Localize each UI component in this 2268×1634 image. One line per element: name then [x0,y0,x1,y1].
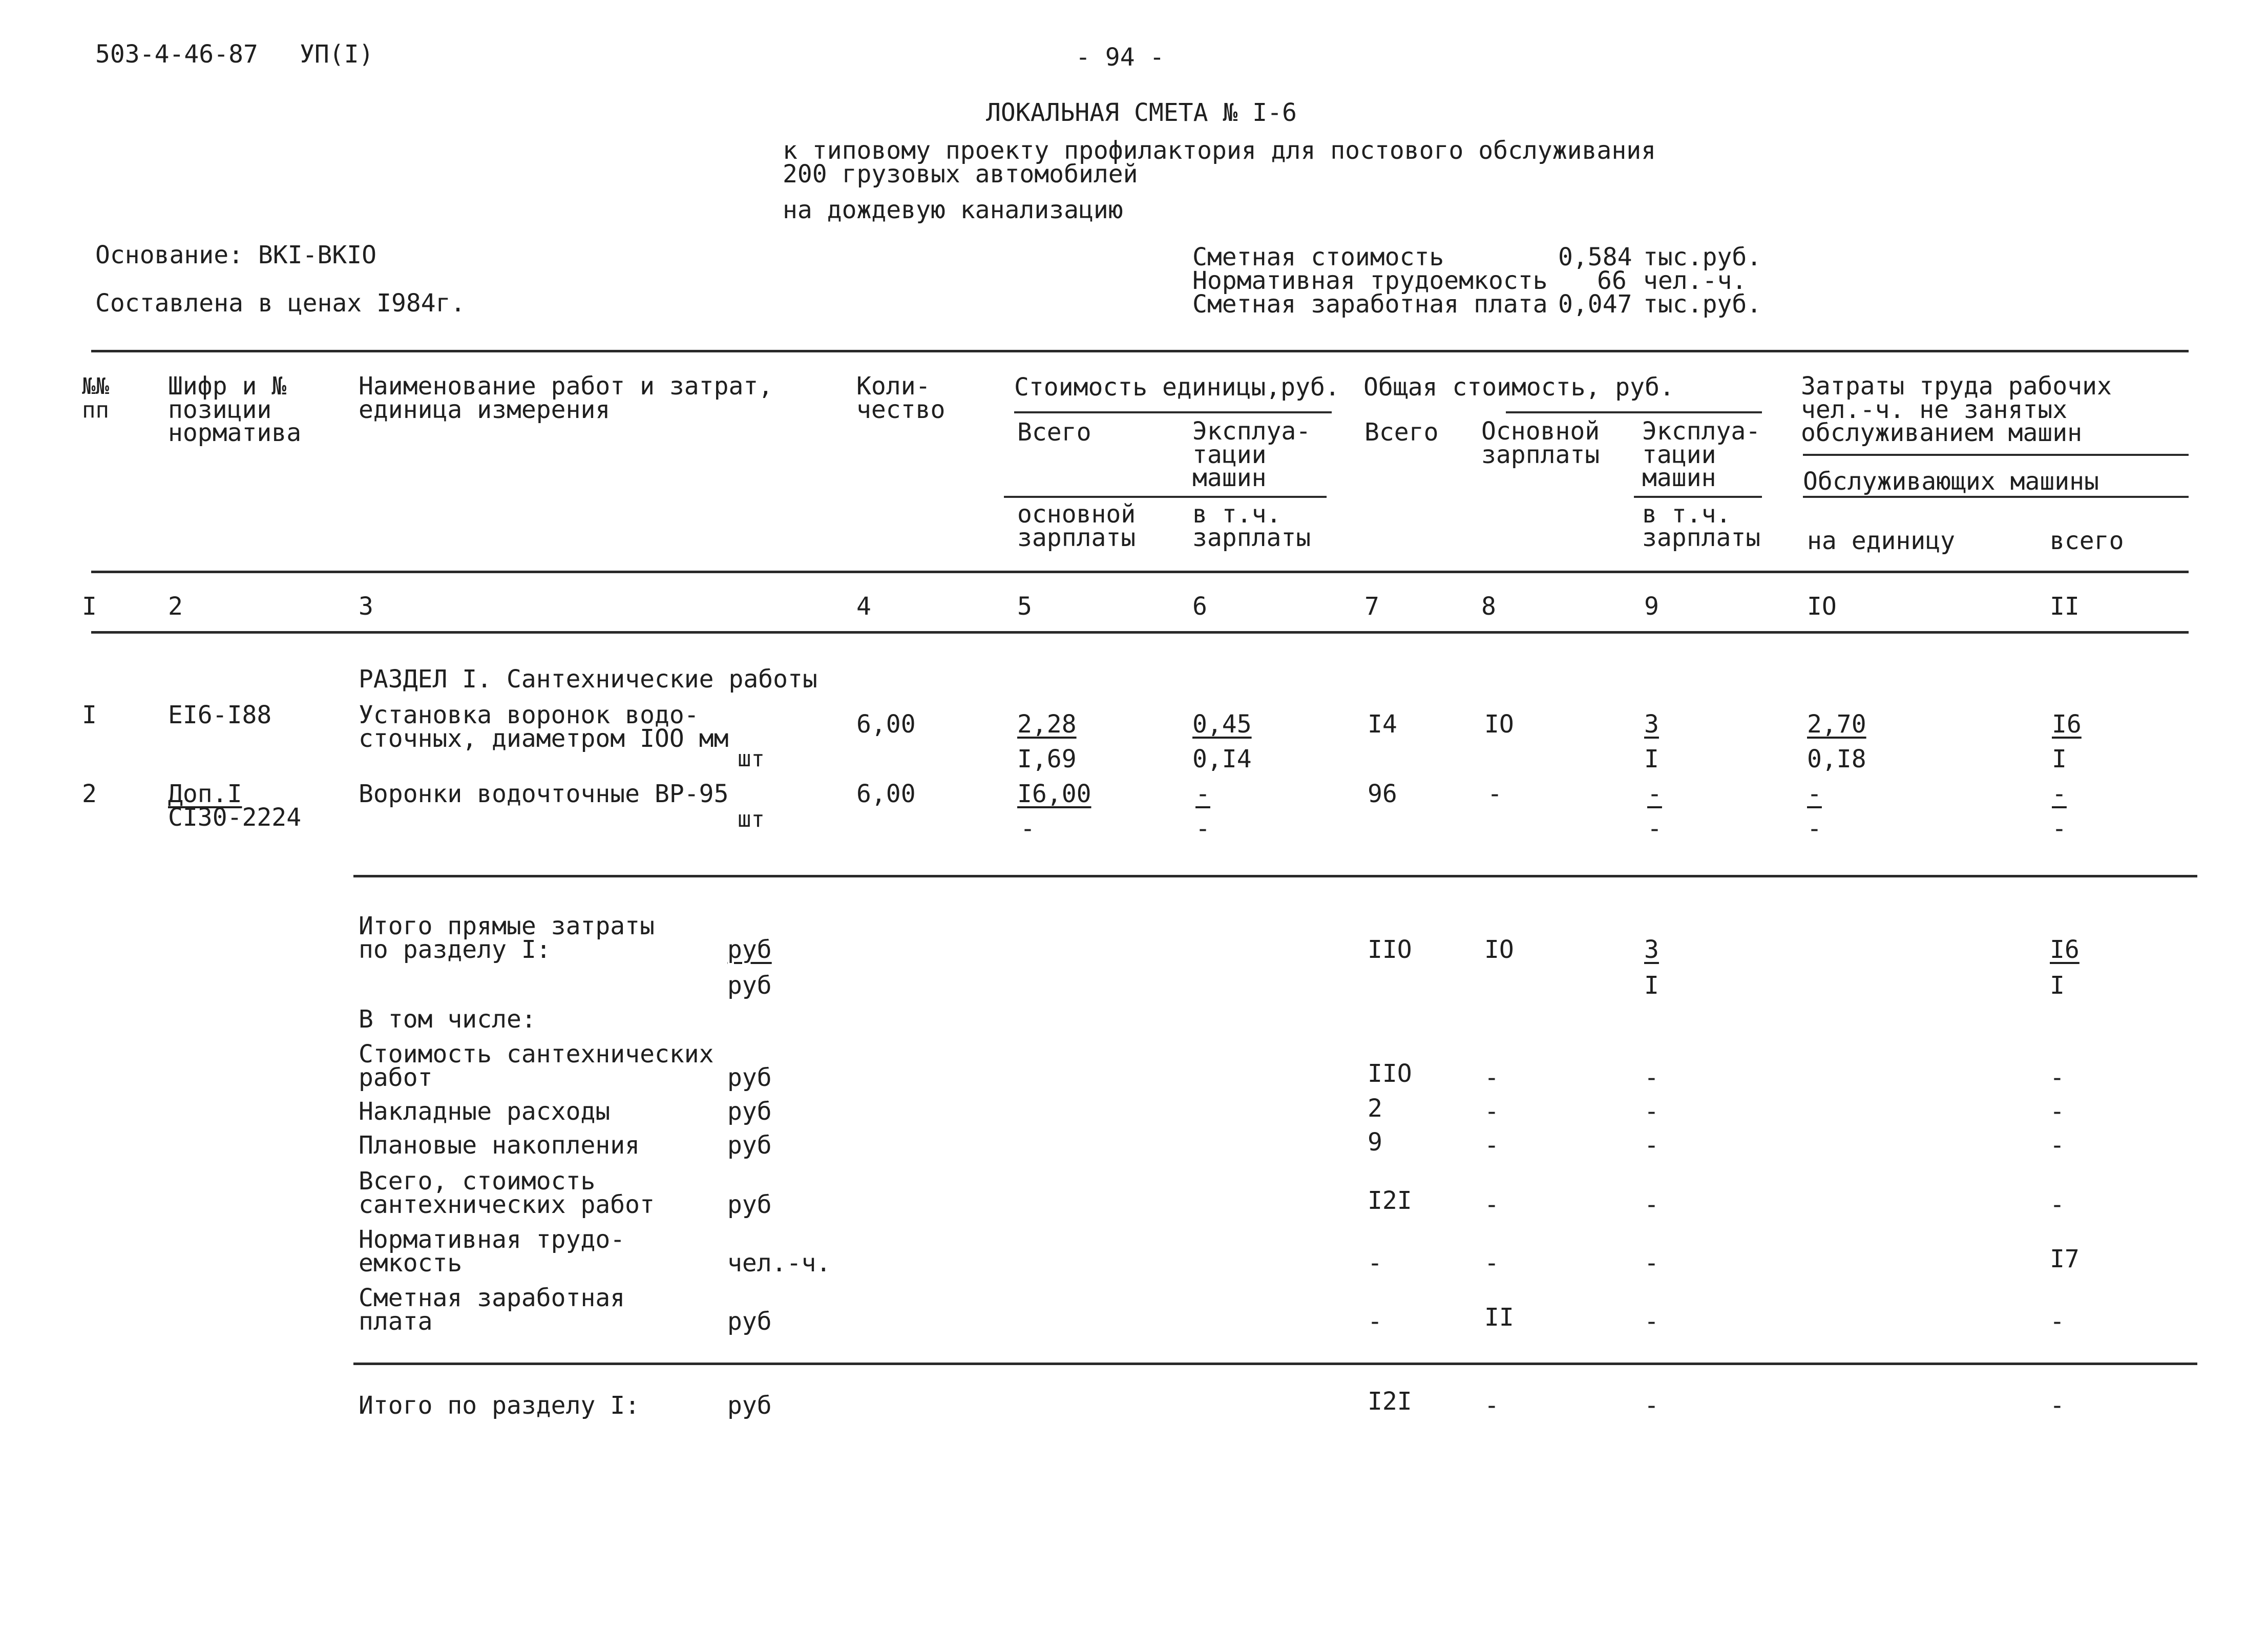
direct-total-label-1: Итого прямые затраты [359,912,655,940]
subtitle-line-3: на дождевую канализацию [783,196,1123,224]
page-number: - 94 - [1076,43,1165,72]
total-cost-header: Общая стоимость, руб. [1363,373,1674,402]
row1-code: EI6-I88 [168,701,272,729]
item-wage-c11: - [2050,1307,2065,1336]
item-total-sanitary-c7: I2I [1368,1186,1412,1215]
direct-total-cost: IIO [1368,935,1412,964]
labor-per-unit-header: на единицу [1807,527,1955,555]
labor-header: Затраты труда рабочих чел.-ч. не занятых обслуживанием машин [1801,372,2112,448]
labor-rule [1803,454,2189,456]
col-num-header: №№ пп [82,373,109,424]
row2-labor-total: - [2052,780,2067,808]
wage-unit: тыс.руб. [1643,290,1762,319]
item-labor-label-2: емкость [359,1249,463,1277]
row2-unit-expl: - [1195,780,1210,808]
item-planned-savings-unit: руб [727,1131,772,1160]
direct-total-labor: I6 [2050,935,2080,964]
item-planned-savings-c11: - [2050,1131,2065,1160]
item-overhead-c9: - [1644,1097,1659,1126]
direct-total-wage: IO [1484,935,1514,964]
item-sanitary-cost-c9: - [1644,1063,1659,1092]
unit-expl-wage-header: в т.ч. зарплаты [1192,500,1311,552]
prices-year: Составлена в ценах I984г. [95,289,466,318]
row2-unit: шт [738,806,765,832]
item-sanitary-cost-label-2: работ [359,1063,433,1092]
section-total-c8: - [1484,1391,1499,1420]
col-number-5: 5 [1017,592,1032,621]
item-sanitary-cost-label-1: Стоимость сантехнических [359,1040,714,1069]
wage-label: Сметная заработная плата [1192,290,1548,319]
row2-total-wage: - [1487,780,1502,808]
album-code: УП(I) [300,40,374,69]
cost-label: Сметная стоимость [1192,243,1444,271]
row1-unit-wage: I,69 [1017,745,1077,773]
item-planned-savings-c9: - [1644,1131,1659,1160]
row1-name-2: сточных, диаметром IOO мм [359,724,729,753]
row2-labor-unit: - [1807,780,1822,808]
labor-sub-rule [1803,496,2189,498]
row1-unit-expl-wage: 0,I4 [1192,745,1252,773]
subtitle-line-1: к типовому проекту профилактория для постового обслуживания [783,136,1656,165]
row2-total: 96 [1368,780,1397,808]
section-total-c9: - [1644,1391,1659,1420]
item-wage-c7: - [1368,1307,1382,1336]
item-overhead-c7: 2 [1368,1094,1382,1123]
direct-total-unit-1: руб [727,935,772,964]
section-title: РАЗДЕЛ I. Сантехнические работы [359,665,817,694]
cost-value: 0,584 [1558,243,1632,271]
col-number-1: I [82,592,97,621]
col-number-4: 4 [856,592,871,621]
labor-total-header: всего [2050,527,2124,555]
total-expl-header: Эксплуа- тации машин [1642,417,1761,493]
item-planned-savings-label: Плановые накопления [359,1131,640,1160]
col-number-2: 2 [168,592,183,621]
row1-total-wage: IO [1484,710,1514,739]
total-cost-rule [1506,411,1762,413]
numbers-bottom-rule [91,631,2189,634]
section-total-unit: руб [727,1391,772,1420]
total-all-header: Всего [1364,418,1439,447]
row2-name: Воронки водочточные ВР-95 [359,780,729,808]
col-number-3: 3 [359,592,373,621]
row2-code-2: CI30-2224 [168,803,302,832]
header-bottom-rule [91,571,2189,573]
total-expl-wage-header: в т.ч. зарплаты [1642,500,1761,552]
wage-value: 0,047 [1558,290,1632,319]
row2-qty: 6,00 [856,780,916,808]
item-labor-c7: - [1368,1249,1382,1277]
including-label: В том числе: [359,1005,536,1034]
row1-total-expl-wage: I [1644,745,1659,773]
item-sanitary-cost-c8: - [1484,1063,1499,1092]
row1-labor-unit-machines: 0,I8 [1807,745,1866,773]
item-total-sanitary-c8: - [1484,1190,1499,1219]
row1-qty: 6,00 [856,710,916,739]
direct-total-expl: 3 [1644,935,1659,964]
col-code-header: Шифр и № позиции норматива [168,372,302,448]
unit-cost-header: Стоимость единицы,руб. [1014,373,1340,402]
row2-labor-total-machines: - [2052,814,2067,843]
table-top-rule [91,350,2189,352]
doc-code: 503-4-46-87 [95,40,258,69]
item-total-sanitary-c11: - [2050,1190,2065,1219]
item-wage-label-1: Сметная заработная [359,1284,625,1312]
row2-total-expl-wage: - [1647,814,1662,843]
item-labor-c11: I7 [2050,1245,2080,1273]
row2-labor-unit-machines: - [1807,814,1822,843]
rows-bottom-rule [353,875,2197,877]
col-number-10: IO [1807,592,1837,621]
section-total-c11: - [2050,1391,2065,1420]
item-wage-unit: руб [727,1307,772,1336]
totals-bottom-rule [353,1363,2197,1365]
row2-unit-wage: - [1020,814,1035,843]
row2-num: 2 [82,780,97,808]
row2-code-1: Доп.I [168,780,242,808]
row1-num: I [82,701,97,729]
row1-labor-unit: 2,70 [1807,710,1866,739]
row2-unit-expl-wage: - [1195,814,1210,843]
col-number-6: 6 [1192,592,1207,621]
unit-expl-header: Эксплуа- тации машин [1192,417,1311,493]
item-total-sanitary-c9: - [1644,1190,1659,1219]
item-overhead-c11: - [2050,1097,2065,1126]
item-labor-label-1: Нормативная трудо- [359,1225,625,1254]
row1-name-1: Установка воронок водо- [359,701,699,729]
row2-unit-total: I6,00 [1017,780,1091,808]
labor-unit: чел.-ч. [1643,266,1747,295]
unit-cost-rule [1014,411,1332,413]
expl-sub-rule [1634,496,1762,498]
item-wage-c9: - [1644,1307,1659,1336]
direct-total-expl-wage: I [1644,971,1659,1000]
row1-labor-total: I6 [2052,710,2082,739]
subtitle-line-2: 200 грузовых автомобилей [783,160,1138,188]
col-qty-header: Коли- чество [856,372,946,424]
row2-total-expl: - [1647,780,1662,808]
item-planned-savings-c8: - [1484,1131,1499,1160]
section-total-c7: I2I [1368,1387,1412,1416]
item-planned-savings-c7: 9 [1368,1128,1382,1157]
item-labor-c8: - [1484,1249,1499,1277]
row1-labor-total-machines: I [2052,745,2067,773]
labor-sub-header: Обслуживающих машины [1803,467,2099,496]
item-labor-c9: - [1644,1249,1659,1277]
item-total-sanitary-unit: руб [727,1190,772,1219]
total-wage-header: Основной зарплаты [1481,417,1600,469]
row1-unit-total: 2,28 [1017,710,1077,739]
col-number-7: 7 [1364,592,1379,621]
basis: Основание: BKI-BKIO [95,241,377,269]
col-number-9: 9 [1644,592,1659,621]
item-sanitary-cost-unit: руб [727,1063,772,1092]
item-wage-label-2: плата [359,1307,433,1336]
item-total-sanitary-label-2: сантехнических работ [359,1190,655,1219]
unit-cost-sub-rule [1004,496,1327,498]
item-sanitary-cost-c7: IIO [1368,1059,1412,1088]
item-overhead-label: Накладные расходы [359,1097,611,1126]
item-wage-c8: II [1484,1303,1514,1332]
section-total-label: Итого по разделу I: [359,1391,640,1420]
labor-value: 66 [1597,266,1627,295]
row1-total-expl: 3 [1644,710,1659,739]
row1-total: I4 [1368,710,1397,739]
labor-label: Нормативная трудоемкость [1192,266,1548,295]
unit-wage-header: основной зарплаты [1017,500,1136,552]
col-name-header: Наименование работ и затрат, единица измерения [359,372,773,424]
direct-total-unit-2: руб [727,971,772,1000]
document-title: ЛОКАЛЬНАЯ СМЕТА № I-6 [986,98,1297,127]
item-labor-unit: чел.-ч. [727,1249,831,1277]
item-overhead-c8: - [1484,1097,1499,1126]
row1-unit-expl: 0,45 [1192,710,1252,739]
item-total-sanitary-label-1: Всего, стоимость [359,1167,596,1196]
direct-total-labor-machines: I [2050,971,2065,1000]
unit-total-header: Всего [1017,418,1091,447]
item-overhead-unit: руб [727,1097,772,1126]
col-number-8: 8 [1481,592,1496,621]
item-sanitary-cost-c11: - [2050,1063,2065,1092]
col-number-11: II [2050,592,2080,621]
row1-unit: шт [738,746,765,772]
direct-total-label-2: по разделу I: [359,935,551,964]
cost-unit: тыс.руб. [1643,243,1762,271]
